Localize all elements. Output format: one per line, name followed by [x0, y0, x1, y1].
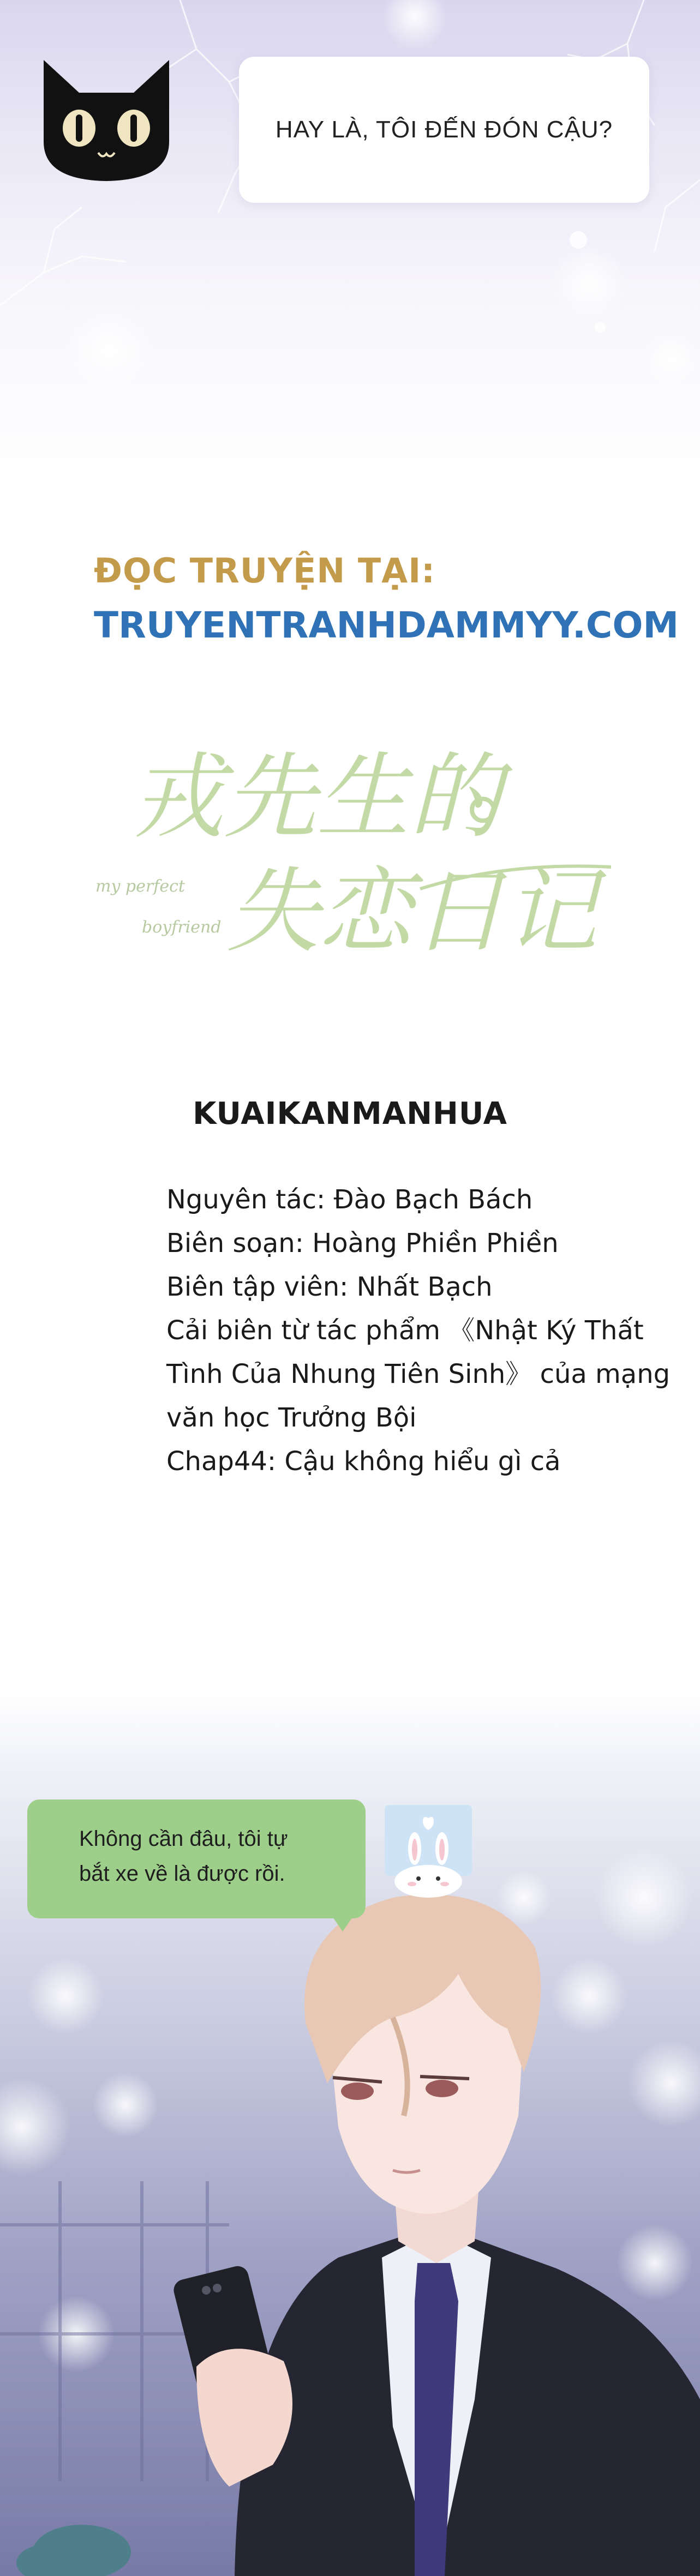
logo-title-line1: 戎先生的	[131, 743, 502, 851]
credit-line: Biên tập viên: Nhất Bạch	[166, 1272, 493, 1302]
bunny-heart-icon	[385, 1805, 472, 1898]
logo-subtitle-line1: my perfect	[95, 877, 185, 896]
green-bubble-line1: Không cần đâu, tôi tự	[79, 1827, 288, 1851]
publisher-name: KUAIKANMANHUA	[193, 1096, 507, 1131]
green-bubble-line2: bắt xe về là được rồi.	[79, 1862, 285, 1886]
credit-line: Nguyên tác: Đào Bạch Bách	[166, 1184, 533, 1215]
credit-line: văn học Trưởng Bội	[166, 1403, 417, 1433]
site-link[interactable]: TRUYENTRANHDAMMYY.COM	[94, 604, 679, 646]
credits-block	[166, 1178, 670, 1483]
black-cat-icon	[33, 55, 180, 185]
chapter-title: Chap44: Cậu không hiểu gì cả	[166, 1446, 561, 1477]
speech-bubble	[239, 57, 649, 203]
credit-line: Cải biên từ tác phẩm 《Nhật Ký Thất	[166, 1315, 644, 1346]
credit-line: Tình Của Nhung Tiên Sinh》 của mạng	[166, 1359, 671, 1389]
credit-line: Biên soạn: Hoàng Phiền Phiền	[166, 1228, 559, 1259]
logo-title-line2: 失恋日记	[226, 858, 598, 966]
logo-subtitle-line2: boyfriend	[142, 918, 222, 937]
read-at-label: ĐỌC TRUYỆN TẠI:	[94, 551, 435, 591]
speech-bubble-text: HAY LÀ, TÔI ĐẾN ĐÓN CẬU?	[275, 116, 613, 143]
comic-logo	[93, 725, 617, 1009]
top-comic-panel	[0, 0, 700, 491]
green-speech-bubble	[27, 1799, 366, 1918]
